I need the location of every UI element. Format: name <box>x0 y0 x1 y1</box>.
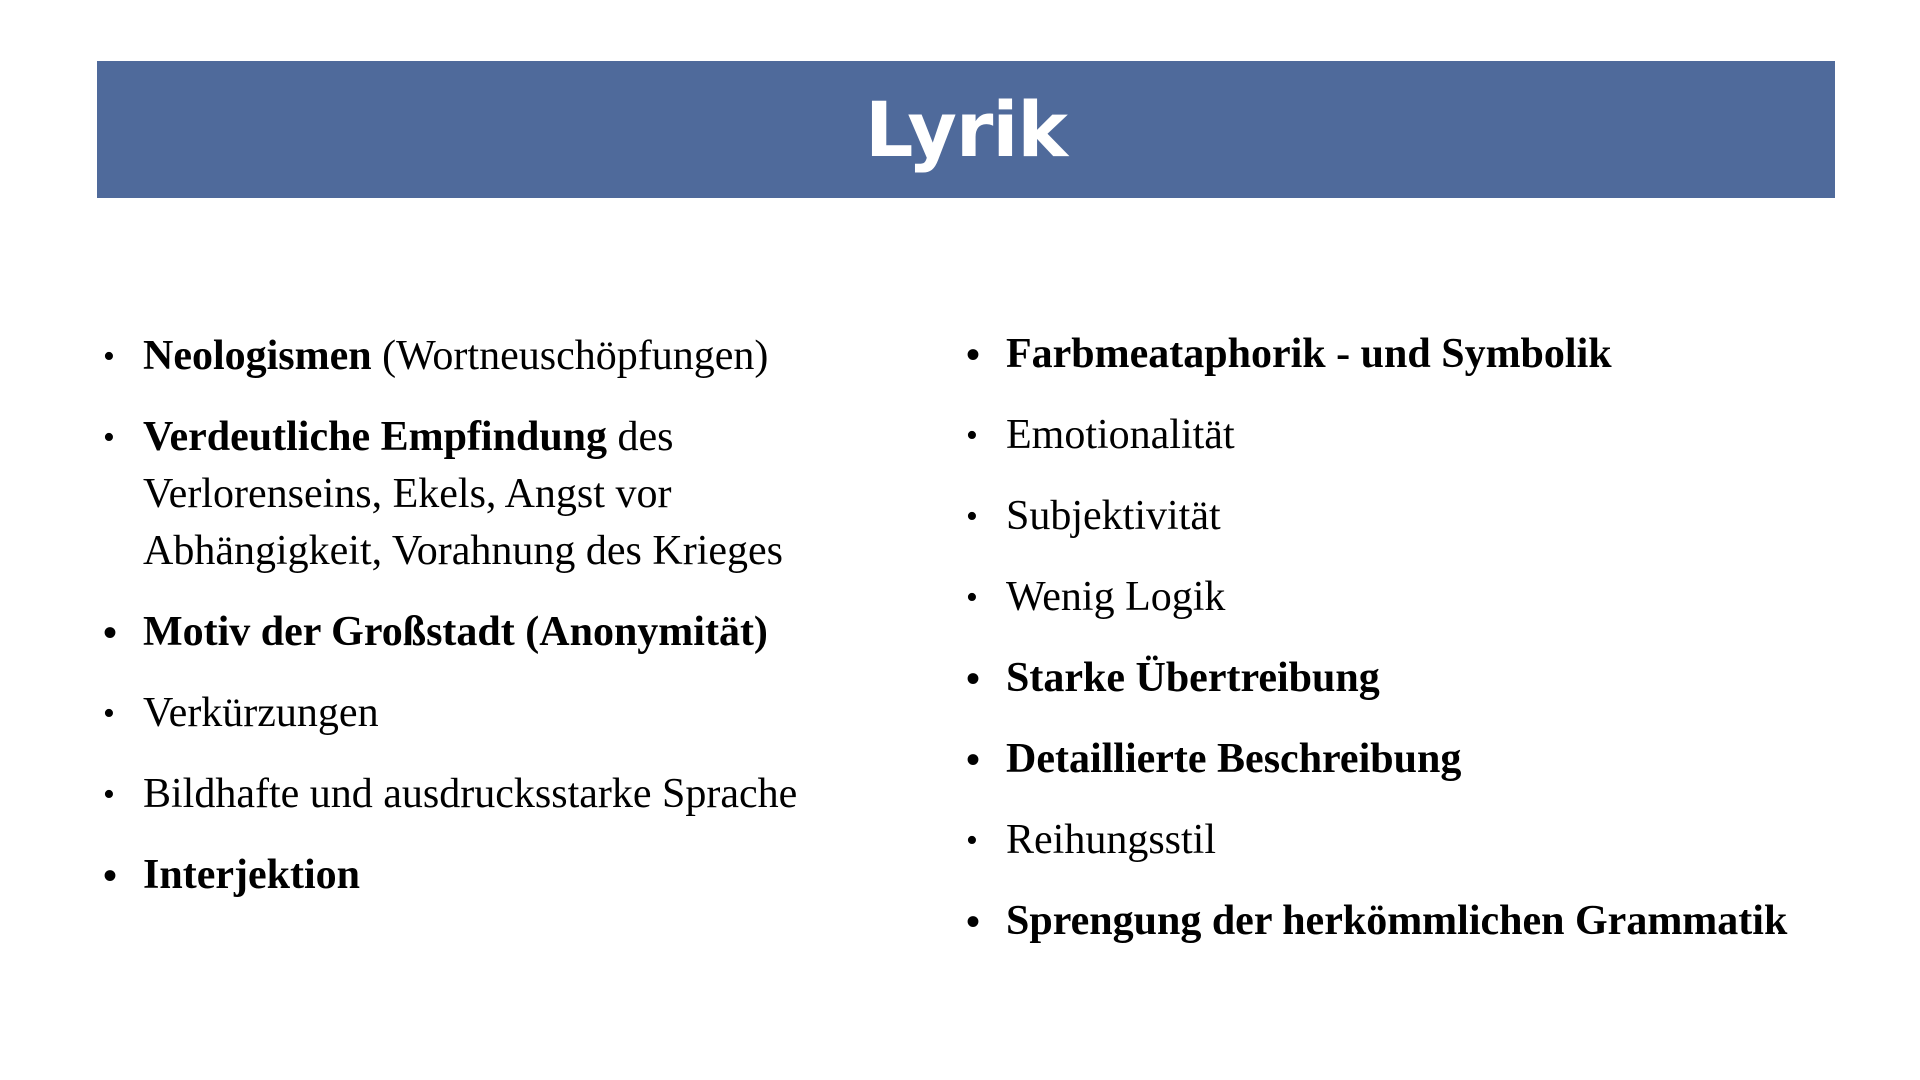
list-item-emotionalitaet <box>966 407 1906 464</box>
item-line-1 <box>143 409 903 466</box>
bullet-icon: • <box>103 695 115 732</box>
list-item-uebertreibung <box>966 650 1906 707</box>
item-line-3: Abhängigkeit, Vorahnung des Krieges <box>143 528 784 574</box>
item-line-2: Verlorenseins, Ekels, Angst vor <box>143 471 672 517</box>
title-banner <box>97 61 1835 198</box>
list-item-verkuerzungen <box>103 685 903 742</box>
item-normal-text: Wenig Logik <box>1006 574 1226 620</box>
list-item-beschreibung <box>966 731 1906 788</box>
bullet-icon: • <box>966 498 978 535</box>
item-bold-text: Starke Übertreibung <box>1006 655 1380 701</box>
list-item-grossstadt <box>103 604 903 661</box>
list-item-grammatik <box>966 893 1906 950</box>
bullet-icon: • <box>103 853 118 898</box>
bullet-icon: • <box>103 419 115 456</box>
item-bold-text: Interjektion <box>143 852 360 898</box>
bullet-icon: • <box>103 776 115 813</box>
list-item-reihungsstil <box>966 812 1906 869</box>
right-bullet-list <box>966 326 1906 974</box>
item-bold-text: Sprengung der herkömmlichen Grammatik <box>1006 898 1788 944</box>
bullet-icon: • <box>966 579 978 616</box>
list-item-logik <box>966 569 1906 626</box>
list-item-subjektivitaet <box>966 488 1906 545</box>
item-bold-text: Neologismen <box>143 333 372 379</box>
item-normal-text: Bildhafte und ausdrucksstarke Sprache <box>143 771 798 817</box>
list-item-interjektion <box>103 847 903 904</box>
item-bold-text: Detaillierte Beschreibung <box>1006 736 1462 782</box>
bullet-icon: • <box>966 822 978 859</box>
bullet-icon: • <box>966 899 981 944</box>
slide-title: Lyrik <box>865 84 1067 174</box>
list-item-empfindung <box>103 409 903 580</box>
list-item-neologismen <box>103 328 903 385</box>
bullet-icon: • <box>966 656 981 701</box>
item-normal-text: Emotionalität <box>1006 412 1235 458</box>
item-normal-text: Reihungsstil <box>1006 817 1217 863</box>
item-normal-text: Subjektivität <box>1006 493 1221 539</box>
item-normal-text: (Wortneuschöpfungen) <box>371 333 769 379</box>
item-normal-text: des <box>607 414 674 460</box>
item-bold-text: Farbmeataphorik - und Symbolik <box>1006 331 1612 377</box>
left-bullet-list <box>103 328 903 928</box>
list-item-sprache <box>103 766 903 823</box>
item-bold-text: Verdeutliche Empfindung <box>143 414 608 460</box>
bullet-icon: • <box>966 332 981 377</box>
item-normal-text: Verkürzungen <box>143 690 379 736</box>
bullet-icon: • <box>103 610 118 655</box>
bullet-icon: • <box>103 338 115 375</box>
bullet-icon: • <box>966 737 981 782</box>
bullet-icon: • <box>966 417 978 454</box>
item-bold-text: Motiv der Großstadt (Anonymität) <box>143 609 768 655</box>
list-item-farbmetaphorik <box>966 326 1906 383</box>
